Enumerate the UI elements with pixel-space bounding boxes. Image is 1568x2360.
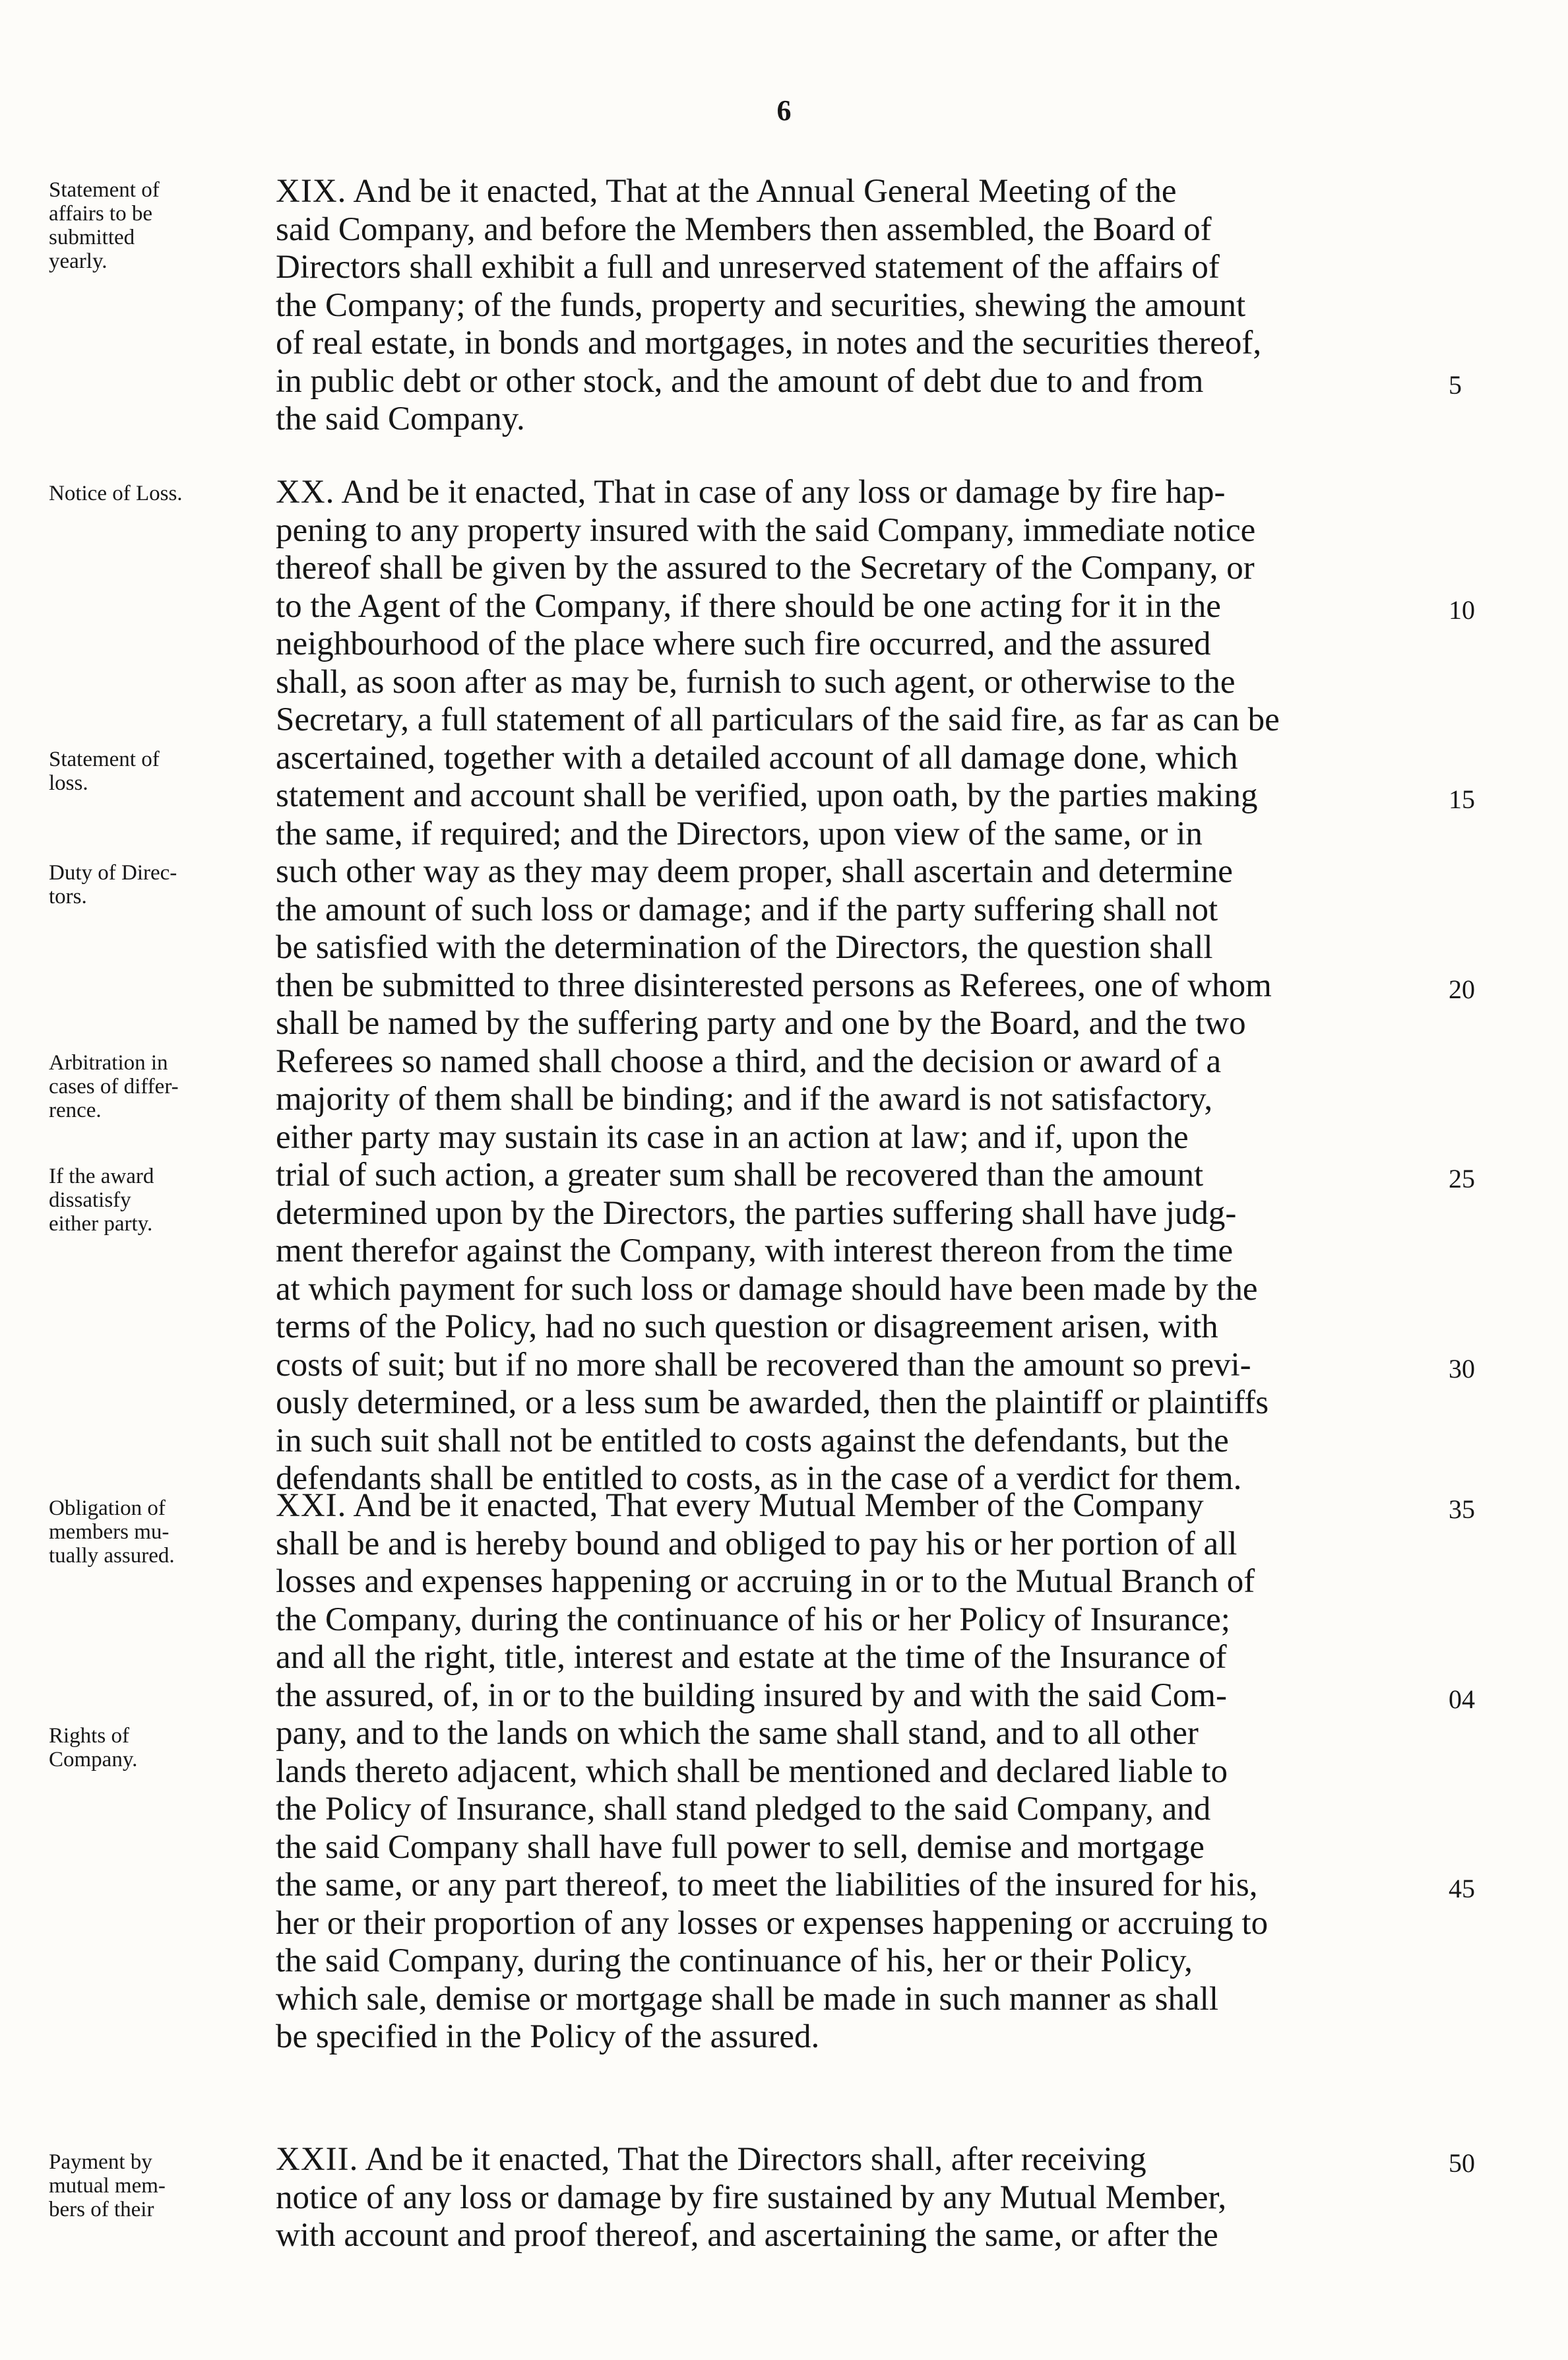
text-line xyxy=(276,2018,1451,2057)
line-text: in such suit shall not be entitled to costs against the defendants, but the xyxy=(276,1422,1229,1459)
text-line xyxy=(276,1119,1451,1157)
margin-note-line: affairs to be xyxy=(49,202,152,226)
text-line xyxy=(276,1753,1451,1791)
margin-note-line: tors. xyxy=(49,885,87,909)
line-text: the amount of such loss or damage; and if the party suffering shall not xyxy=(276,891,1218,928)
line-text: Referees so named shall choose a third, and the decision or award of a xyxy=(276,1042,1222,1080)
line-text: trial of such action, a greater sum shall be recovered than the amount xyxy=(276,1157,1204,1194)
margin-note-line: bers of their xyxy=(49,2198,154,2221)
text-line xyxy=(276,891,1451,930)
margin-note-line: mutual mem- xyxy=(49,2174,166,2198)
text-line xyxy=(276,363,1451,401)
text-line xyxy=(276,1422,1451,1461)
line-text: ously determined, or a less sum be awarded, then the plaintiff or plaintiffs xyxy=(276,1384,1269,1421)
line-text: which sale, demise or mortgage shall be made in such manner as shall xyxy=(276,1980,1218,2018)
text-line xyxy=(276,173,1451,211)
margin-note xyxy=(49,2150,267,2221)
text-line xyxy=(276,1232,1451,1271)
text-line xyxy=(276,1525,1451,1564)
line-number: 50 xyxy=(1449,2148,1475,2178)
line-text: at which payment for such loss or damage should have been made by the xyxy=(276,1270,1258,1308)
line-text: shall be named by the suffering party and one by the Board, and the two xyxy=(276,1005,1246,1042)
margin-note xyxy=(49,1724,267,1771)
section-numeral: XX. xyxy=(276,474,335,511)
text-line xyxy=(276,853,1451,891)
line-text: And be it enacted, That every Mutual Member of the Company xyxy=(346,1487,1204,1524)
text-line xyxy=(276,1905,1451,1943)
line-text: said Company, and before the Members then assembled, the Board of xyxy=(276,210,1212,248)
text-line xyxy=(276,1043,1451,1081)
line-text: the Policy of Insurance, shall stand pledged to the said Company, and xyxy=(276,1791,1211,1828)
margin-note-line: Payment by xyxy=(49,2150,152,2174)
text-line xyxy=(276,815,1451,854)
line-text: And be it enacted, That at the Annual General Meeting of the xyxy=(346,173,1177,210)
section-body xyxy=(276,1487,1451,2057)
line-text: determined upon by the Directors, the parties suffering shall have judg- xyxy=(276,1194,1237,1232)
margin-note-line: dissatisfy xyxy=(49,1188,131,1212)
line-text: the assured, of, in or to the building insured by and with the said Com- xyxy=(276,1676,1227,1714)
text-line xyxy=(276,1347,1451,1385)
line-text: then be submitted to three disinterested persons as Referees, one of whom xyxy=(276,967,1272,1004)
line-text: of real estate, in bonds and mortgages, in notes and the securities thereof, xyxy=(276,325,1262,362)
margin-note-line: Company. xyxy=(49,1748,138,1771)
margin-note-line: Duty of Direc- xyxy=(49,861,177,885)
line-text: ment therefor against the Company, with interest thereon from the time xyxy=(276,1232,1234,1269)
text-line xyxy=(276,1081,1451,1119)
line-text: statement and account shall be verified, upon oath, by the parties making xyxy=(276,777,1258,814)
margin-note-line: cases of differ- xyxy=(49,1074,179,1099)
text-line xyxy=(276,1715,1451,1753)
line-text: thereof shall be given by the assured to the Secretary of the Company, or xyxy=(276,550,1255,587)
text-line xyxy=(276,588,1451,626)
margin-note xyxy=(49,1164,267,1236)
line-text: the said Company, during the continuance of his, her or their Policy, xyxy=(276,1942,1193,1979)
line-text: the same, or any part thereof, to meet the liabilities of the insured for his, xyxy=(276,1866,1258,1903)
text-line xyxy=(276,1308,1451,1347)
margin-note-line: tually assured. xyxy=(49,1544,175,1568)
text-line xyxy=(276,512,1451,550)
text-line xyxy=(276,1791,1451,1829)
line-number: 04 xyxy=(1449,1684,1475,1714)
line-text: terms of the Policy, had no such question or disagreement arisen, with xyxy=(276,1308,1218,1345)
line-text: lands thereto adjacent, which shall be mentioned and declared liable to xyxy=(276,1752,1228,1790)
margin-note-line: Obligation of xyxy=(49,1496,166,1520)
margin-note-line: Statement of xyxy=(49,178,160,202)
section-body xyxy=(276,2141,1451,2255)
section-numeral: XXII. xyxy=(276,2141,359,2178)
line-text: with account and proof thereof, and ascertaining the same, or after the xyxy=(276,2217,1218,2254)
line-number: 5 xyxy=(1449,369,1462,400)
text-line xyxy=(276,249,1451,287)
margin-note-line: Rights of xyxy=(49,1724,129,1748)
line-text: the Company, during the continuance of his or her Policy of Insurance; xyxy=(276,1601,1230,1638)
line-number: 30 xyxy=(1449,1353,1475,1384)
line-number: 35 xyxy=(1449,1494,1475,1524)
line-text: defendants shall be entitled to costs, as in the case of a verdict for them. xyxy=(276,1460,1242,1497)
text-line xyxy=(276,929,1451,967)
margin-note xyxy=(49,748,267,795)
text-line xyxy=(276,1384,1451,1422)
margin-note xyxy=(49,1051,267,1122)
line-text: pening to any property insured with the said Company, immediate notice xyxy=(276,511,1256,549)
line-number: 45 xyxy=(1449,1874,1475,1903)
line-text: Directors shall exhibit a full and unreserved statement of the affairs of xyxy=(276,249,1220,286)
margin-note xyxy=(49,482,267,505)
line-text: either party may sustain its case in an action at law; and if, upon the xyxy=(276,1118,1189,1156)
line-number: 10 xyxy=(1449,594,1475,625)
line-text: losses and expenses happening or accruing in or to the Mutual Branch of xyxy=(276,1563,1255,1600)
line-text: in public debt or other stock, and the amount of debt due to and from xyxy=(276,362,1204,400)
text-line xyxy=(276,1157,1451,1195)
line-text: And be it enacted, That the Directors shall, after receiving xyxy=(358,2141,1146,2178)
margin-note-line: If the award xyxy=(49,1164,154,1188)
section-numeral: XXI. xyxy=(276,1487,347,1524)
line-number: 15 xyxy=(1449,784,1475,814)
text-line xyxy=(276,740,1451,778)
text-line xyxy=(276,1677,1451,1715)
text-line xyxy=(276,1866,1451,1905)
text-line xyxy=(276,701,1451,740)
text-line xyxy=(276,211,1451,249)
text-line xyxy=(276,1271,1451,1309)
margin-note-line: Arbitration in xyxy=(49,1050,168,1075)
line-text: notice of any loss or damage by fire sustained by any Mutual Member, xyxy=(276,2179,1227,2216)
line-text: the said Company. xyxy=(276,400,525,437)
margin-note xyxy=(49,178,267,273)
line-text: pany, and to the lands on which the same shall stand, and to all other xyxy=(276,1715,1199,1752)
line-text: shall be and is hereby bound and obliged to pay his or her portion of all xyxy=(276,1525,1238,1562)
margin-note xyxy=(49,1496,267,1568)
text-line xyxy=(276,550,1451,588)
text-line xyxy=(276,1981,1451,2019)
line-text: ascertained, together with a detailed account of all damage done, which xyxy=(276,739,1238,777)
margin-note xyxy=(49,861,267,909)
line-text: her or their proportion of any losses or expenses happening or accruing to xyxy=(276,1904,1269,1942)
line-number: 25 xyxy=(1449,1164,1475,1194)
line-text: and all the right, title, interest and estate at the time of the Insurance of xyxy=(276,1639,1227,1676)
text-line xyxy=(276,625,1451,664)
line-text: the same, if required; and the Directors, upon view of the same, or in xyxy=(276,815,1203,852)
text-line xyxy=(276,325,1451,363)
page-number: 6 xyxy=(776,94,792,127)
line-text: to the Agent of the Company, if there should be one acting for it in the xyxy=(276,587,1221,625)
text-line xyxy=(276,664,1451,702)
text-line xyxy=(276,1601,1451,1640)
text-line xyxy=(276,2141,1451,2179)
line-text: majority of them shall be binding; and if the award is not satisfactory, xyxy=(276,1081,1213,1118)
line-text: the Company; of the funds, property and securities, shewing the amount xyxy=(276,286,1246,324)
margin-note-line: yearly. xyxy=(49,249,108,273)
line-text: the said Company shall have full power to sell, demise and mortgage xyxy=(276,1828,1205,1866)
text-line xyxy=(276,2217,1451,2255)
section-body xyxy=(276,474,1451,1498)
line-text: be specified in the Policy of the assured. xyxy=(276,2018,820,2055)
line-text: such other way as they may deem proper, shall ascertain and determine xyxy=(276,853,1233,890)
text-line xyxy=(276,1639,1451,1677)
text-line xyxy=(276,287,1451,325)
text-line xyxy=(276,1487,1451,1525)
line-number: 20 xyxy=(1449,974,1475,1004)
margin-note-line: Statement of xyxy=(49,747,160,771)
text-line xyxy=(276,1942,1451,1981)
text-line xyxy=(276,777,1451,815)
margin-note-line: either party. xyxy=(49,1212,153,1236)
margin-note-line: rence. xyxy=(49,1098,102,1122)
line-text: And be it enacted, That in case of any loss or damage by fire hap- xyxy=(334,474,1226,511)
line-text: neighbourhood of the place where such fire occurred, and the assured xyxy=(276,625,1211,662)
section-numeral: XIX. xyxy=(276,173,347,210)
margin-note-line: submitted xyxy=(49,226,135,249)
section-body xyxy=(276,173,1451,439)
text-line xyxy=(276,474,1451,512)
margin-note-line: Notice of Loss. xyxy=(49,482,183,505)
line-text: be satisfied with the determination of the Directors, the question shall xyxy=(276,929,1213,966)
line-text: Secretary, a full statement of all particulars of the said fire, as far as can be xyxy=(276,701,1280,738)
line-text: costs of suit; but if no more shall be recovered than the amount so previ- xyxy=(276,1346,1251,1384)
margin-note-line: loss. xyxy=(49,771,88,795)
margin-note-line: members mu- xyxy=(49,1520,170,1544)
text-line xyxy=(276,967,1451,1005)
text-line xyxy=(276,1563,1451,1601)
text-line xyxy=(276,2179,1451,2217)
text-line xyxy=(276,400,1451,439)
text-line xyxy=(276,1005,1451,1043)
text-line xyxy=(276,1829,1451,1867)
text-line xyxy=(276,1195,1451,1233)
line-text: shall, as soon after as may be, furnish to such agent, or otherwise to the xyxy=(276,663,1236,701)
